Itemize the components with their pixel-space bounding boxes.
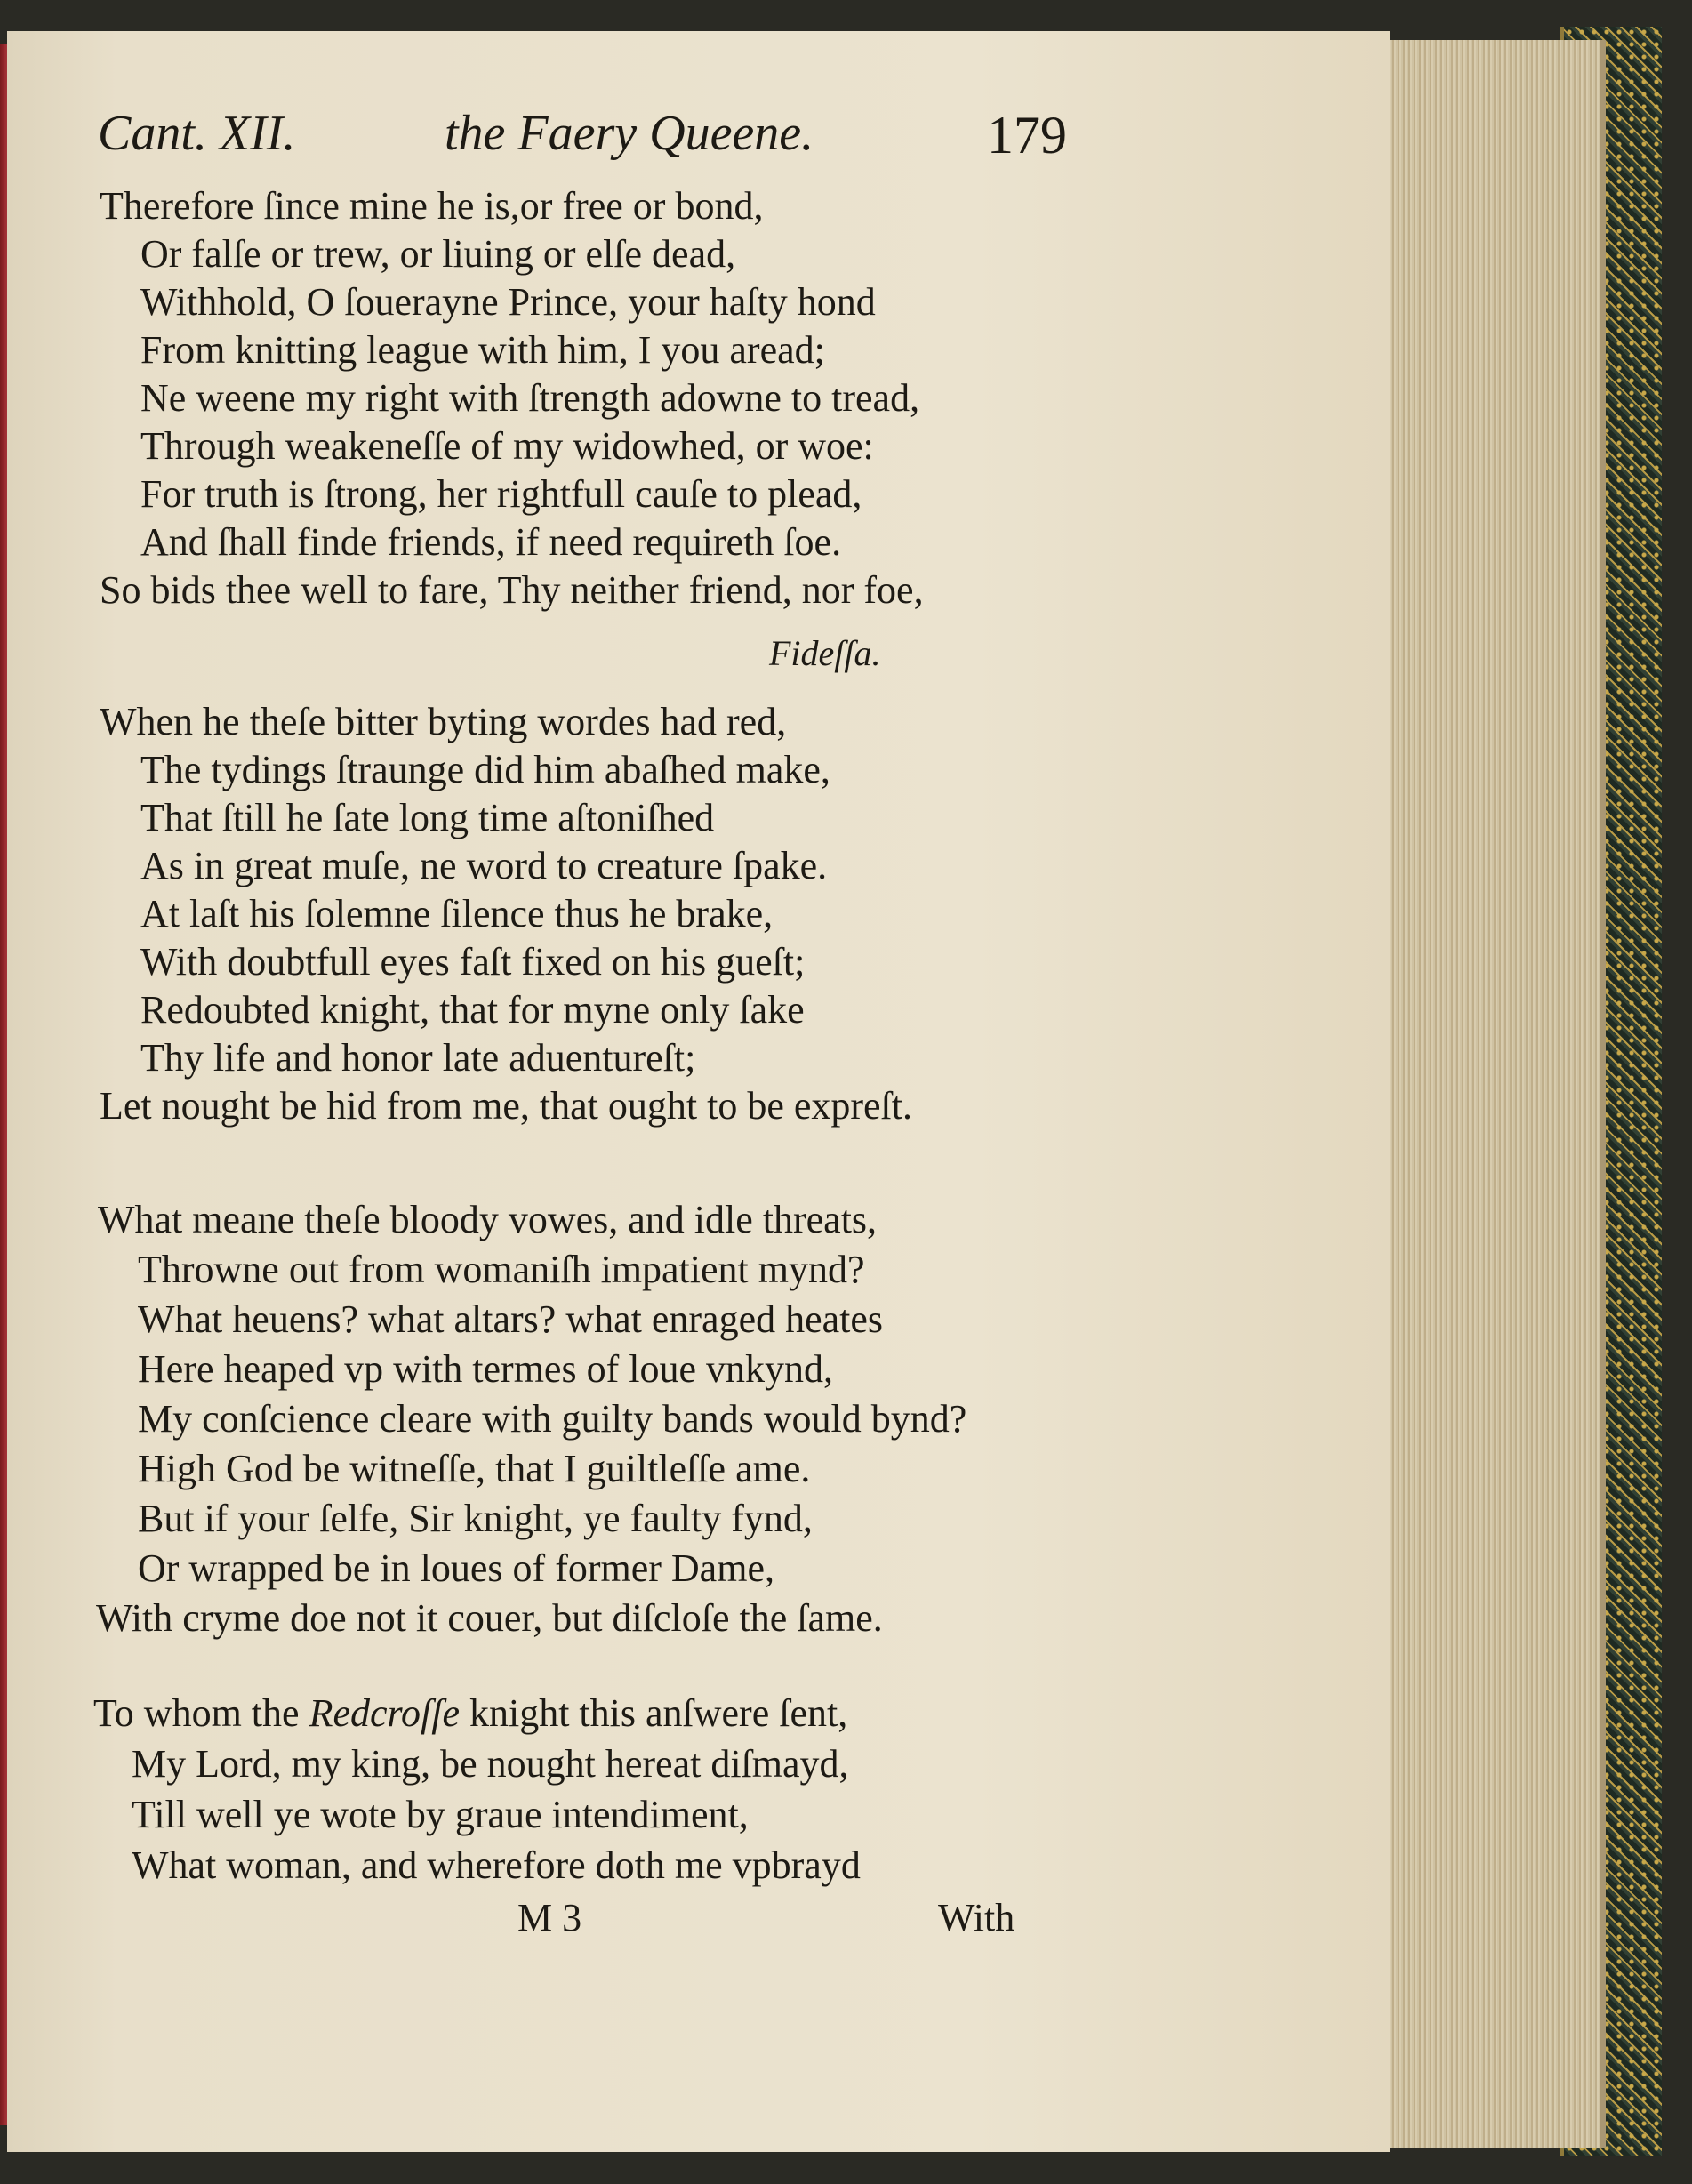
verse-line: With cryme doe not it couer, but diſcloſe the ſame.: [96, 1596, 883, 1640]
verse-line: My Lord, my king, be nought hereat diſmayd,: [132, 1742, 849, 1786]
verse-line: That ſtill he ſate long time aſtoniſhed: [140, 796, 715, 839]
verse-line: Thy life and honor late aduentureſt;: [140, 1036, 696, 1080]
verse-line: With doubtfull eyes faſt fixed on his gueſt;: [140, 940, 806, 984]
signature-mark: M 3: [517, 1896, 582, 1939]
verse-line: Till well ye wote by graue intendiment,: [132, 1793, 749, 1836]
page-number: 179: [987, 106, 1067, 165]
letter-signature: Fideſſa.: [769, 633, 881, 673]
verse-line: Therefore ſince mine he is,or free or bond,: [100, 184, 764, 228]
verse-line: Or falſe or trew, or liuing or elſe dead,: [140, 232, 736, 276]
verse-line: What meane theſe bloody vowes, and idle threats,: [98, 1198, 878, 1241]
verse-line: And ſhall finde friends, if need requireth ſoe.: [140, 520, 842, 564]
verse-line: So bids thee well to fare, Thy neither friend, nor foe,: [100, 568, 924, 612]
character-name: Redcroſſe: [309, 1691, 460, 1735]
verse-line: Here heaped vp with termes of loue vnkynd,: [138, 1347, 833, 1391]
verse-line: What heuens? what altars? what enraged heates: [138, 1297, 884, 1341]
verse-line: Or wrapped be in loues of former Dame,: [138, 1546, 774, 1590]
verse-line: [93, 1691, 848, 1735]
verse-line: The tydings ſtraunge did him abaſhed make,: [140, 748, 830, 791]
running-header: [0, 105, 1692, 176]
verse-line: From knitting league with him, I you aread;: [140, 328, 825, 372]
verse-line: When he theſe bitter byting wordes had red,: [100, 700, 787, 743]
verse-line: Throwne out from womaniſh impatient mynd?: [138, 1248, 865, 1291]
verse-line: For truth is ſtrong, her rightfull cauſe to plead,: [140, 472, 862, 516]
verse-line: Withhold, O ſouerayne Prince, your haſty hond: [140, 280, 876, 324]
verse-line: But if your ſelfe, Sir knight, ye faulty fynd,: [138, 1497, 813, 1540]
verse-line: Ne weene my right with ſtrength adowne to tread,: [140, 376, 920, 420]
verse-line: Let nought be hid from me, that ought to be expreſt.: [100, 1084, 913, 1128]
verse-line: As in great muſe, ne word to creature ſpake.: [140, 844, 828, 887]
verse-text: To whom the: [93, 1691, 309, 1735]
verse-line: What woman, and wherefore doth me vpbrayd: [132, 1843, 861, 1887]
verse-line: Redoubted knight, that for myne only ſake: [140, 988, 805, 1032]
catchword: With: [938, 1896, 1015, 1939]
verse-line: At laſt his ſolemne ſilence thus he brake,: [140, 892, 774, 935]
canto-label: Cant. XII.: [98, 106, 296, 161]
verse-line: My conſcience cleare with guilty bands would bynd?: [138, 1397, 967, 1441]
running-title: the Faery Queene.: [445, 106, 814, 161]
verse-line: Through weakeneſſe of my widowhed, or woe:: [140, 424, 874, 468]
verse-text: knight this anſwere ſent,: [459, 1691, 848, 1735]
page-fore-edge: [1369, 40, 1606, 2148]
verse-line: High God be witneſſe, that I guiltleſſe ame.: [138, 1447, 811, 1490]
